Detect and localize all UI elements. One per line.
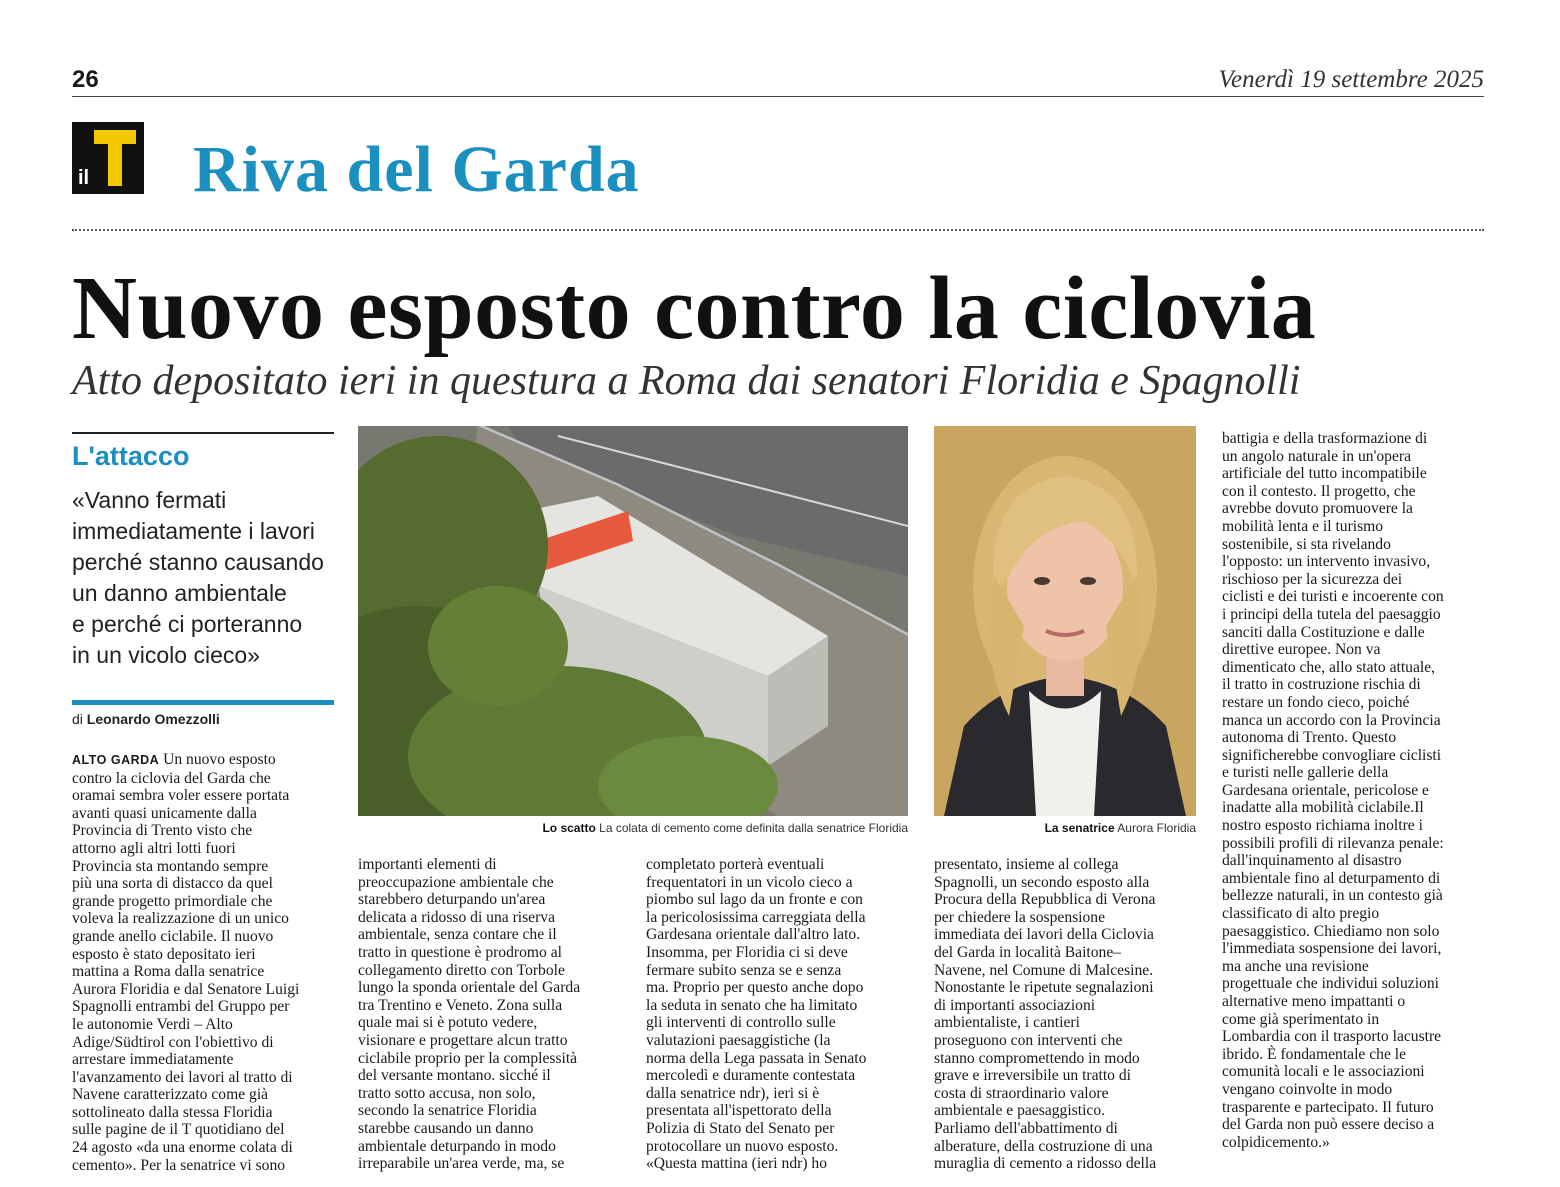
newspaper-logo xyxy=(72,122,144,194)
body-line: battigia e della trasformazione di xyxy=(1222,430,1428,447)
body-line: frequentatori in un vicolo cieco a xyxy=(646,873,853,891)
body-line: ambientale e paesaggistico. xyxy=(934,1102,1106,1120)
caption-text: La colata di cemento come definita dalla senatrice Floridia xyxy=(599,821,908,835)
body-line: costa di straordinario valore xyxy=(934,1084,1109,1102)
body-line: bellezze naturali, in un contesto già xyxy=(1222,887,1443,905)
byline-author: Leonardo Omezzolli xyxy=(86,711,220,727)
body-line: gli interventi di controllo sulle xyxy=(646,1014,836,1032)
construction-photo xyxy=(358,426,908,816)
body-line: «Questa mattina (ieri ndr) ho xyxy=(646,1155,828,1173)
body-line: proseguono con interventi che xyxy=(934,1031,1123,1049)
body-line: Aurora Floridia e dal Senatore Luigi xyxy=(72,980,300,998)
subheadline: Atto depositato ieri in questura a Roma dai senatori Floridia e Spagnolli xyxy=(72,358,1301,404)
body-line: ciclabile proprio per la complessità xyxy=(358,1049,578,1067)
body-line: Provincia sta montando sempre xyxy=(72,857,269,875)
senator-portrait-illustration xyxy=(934,426,1196,816)
body-line: ambientaliste, i cantieri xyxy=(934,1014,1080,1032)
body-line: Provincia di Trento visto che xyxy=(72,822,253,840)
body-line: Parliamo dell'abbattimento di xyxy=(934,1119,1118,1137)
body-line: presentata all'ispettorato della xyxy=(646,1102,832,1120)
sidebar-quote xyxy=(72,485,342,671)
body-line: e turisti nelle gallerie della xyxy=(1222,764,1389,782)
body-line: lungo la sponda orientale del Garda xyxy=(358,979,581,997)
body-line: del versante montano. sicché il xyxy=(358,1067,551,1085)
body-line: avrebbe dovuto promuovere la xyxy=(1222,500,1413,518)
body-line: autonoma di Trento. Questo xyxy=(1222,729,1397,747)
body-line: Adige/Südtirol con l'obiettivo di xyxy=(72,1033,274,1051)
body-line: cemento». Per la senatrice vi sono xyxy=(72,1156,286,1174)
body-line: la seduta in senato che ha limitato xyxy=(646,996,858,1014)
article-column-1 xyxy=(72,751,337,1174)
body-line: mercoledì e duramente contestata xyxy=(646,1067,856,1085)
body-line: muraglia di cemento a ridosso della xyxy=(934,1155,1157,1173)
body-line: stanno compromettendo in modo xyxy=(934,1049,1140,1067)
body-line: sottolineato dalla stessa Floridia xyxy=(72,1103,273,1121)
body-line: tra Trentino e Veneto. Zona sulla xyxy=(358,996,563,1014)
body-line: preoccupazione ambientale che xyxy=(358,873,554,891)
body-line: il tratto in costruzione rischia di xyxy=(1222,676,1421,694)
lead-location: ALTO GARDA xyxy=(72,753,160,767)
quote-line: e perché ci porteranno xyxy=(72,611,303,637)
body-line: starebbero deturpando un'area xyxy=(358,891,546,909)
body-line: comunità locali e le associazioni xyxy=(1222,1063,1425,1081)
page-date: Venerdì 19 settembre 2025 xyxy=(1218,66,1484,93)
body-line: Nonostante le ripetute segnalazioni xyxy=(934,979,1154,997)
body-line: i principi della tutela del paesaggio xyxy=(1222,605,1441,623)
body-line: contro la ciclovia del Garda che xyxy=(72,769,271,787)
body-line: inadatte alla mobilità ciclabile.Il xyxy=(1222,799,1424,817)
sidebar-top-rule xyxy=(72,432,334,434)
body-line: ambientale fino al deturpamento di xyxy=(1222,869,1441,887)
body-line: l'immediata sospensione dei lavori, xyxy=(1222,940,1442,958)
body-line: Procura della Repubblica di Verona xyxy=(934,891,1156,909)
article-column-4 xyxy=(934,856,1199,1173)
body-line: completato porterà eventuali xyxy=(646,856,825,873)
body-line: grave e irreversibile un tratto di xyxy=(934,1067,1132,1085)
article-column-2 xyxy=(358,856,623,1173)
body-line: delicata a ridosso di una riserva xyxy=(358,908,556,926)
body-line: visionare e progettare alcun tratto xyxy=(358,1031,568,1049)
section-title: Riva del Garda xyxy=(193,133,640,206)
article-column-3 xyxy=(646,856,911,1173)
body-line: Un nuovo esposto xyxy=(163,751,276,768)
body-line: Navene caratterizzato come già xyxy=(72,1086,269,1104)
body-line: le autonomie Verdi – Alto xyxy=(72,1015,233,1033)
body-line: alberature, della costruzione di una xyxy=(934,1137,1153,1155)
byline-prefix: di xyxy=(72,711,83,727)
body-line: Insomma, per Floridia ci si deve xyxy=(646,943,848,961)
body-line: tratto in questione è prodromo al xyxy=(358,943,562,961)
caption-label: Lo scatto xyxy=(542,821,596,835)
body-line: Gardesana orientale, pericolose e xyxy=(1222,781,1429,799)
headline: Nuovo esposto contro la ciclovia xyxy=(72,259,1317,358)
body-line: restare un fondo cieco, poiché xyxy=(1222,693,1410,711)
body-line: irreparabile un'area verde, ma, se xyxy=(358,1155,565,1173)
body-line: Spagnolli, un secondo esposto alla xyxy=(934,873,1150,891)
body-line: collegamento diretto con Torbole xyxy=(358,961,565,979)
quote-line: «Vanno fermati xyxy=(72,487,227,513)
logo-il-text: il xyxy=(78,167,90,189)
caption-text: Aurora Floridia xyxy=(1117,821,1196,835)
quote-line: perché stanno causando xyxy=(72,549,324,575)
body-line: dalla senatrice ndr), ieri si è xyxy=(646,1084,820,1102)
body-line: con il contesto. Il progetto, che xyxy=(1222,482,1416,500)
body-line: 24 agosto «da una enorme colata di xyxy=(72,1139,293,1157)
body-line: grande anello ciclabile. Il nuovo xyxy=(72,927,274,945)
body-line: dimenticato che, allo stato attuale, xyxy=(1222,658,1436,676)
body-line: rischioso per la sicurezza dei xyxy=(1222,570,1403,588)
article-column-5 xyxy=(1222,430,1487,1151)
body-line: ambientale deturpando in modo xyxy=(358,1137,556,1155)
body-line: grande progetto primordiale che xyxy=(72,892,273,910)
body-line: Gardesana orientale dall'altro lato. xyxy=(646,926,861,944)
body-line: Polizia di Stato del Senato per xyxy=(646,1119,835,1137)
header-rule xyxy=(72,96,1484,97)
body-line: avanti quasi unicamente dalla xyxy=(72,804,257,822)
body-line: Navene, nel Comune di Malcesine. xyxy=(934,961,1154,979)
body-line: dall'inquinamento al disastro xyxy=(1222,852,1402,870)
body-line: per chiedere la sospensione xyxy=(934,908,1106,926)
sidebar-bottom-rule xyxy=(72,700,334,705)
body-line: l'opposto: un intervento invasivo, xyxy=(1222,553,1431,571)
body-line: come già sperimentato in xyxy=(1222,1010,1380,1028)
sidebar-label: L'attacco xyxy=(72,441,190,471)
body-line: valutazioni paesaggistiche (la xyxy=(646,1031,831,1049)
body-line: ma anche una revisione xyxy=(1222,957,1369,975)
caption-label: La senatrice xyxy=(1044,821,1115,835)
body-line: di importanti associazioni xyxy=(934,996,1096,1014)
body-line: protocollare un nuovo esposto. xyxy=(646,1137,839,1155)
body-line: ambientale, senza contare che il xyxy=(358,926,557,944)
body-line: più una sorta di distacco da quel xyxy=(72,875,273,893)
body-line: tratto sotto accusa, non solo, xyxy=(358,1084,536,1102)
quote-line: in un vicolo cieco» xyxy=(72,642,260,668)
body-line: del Garda in località Baitone– xyxy=(934,943,1122,961)
body-line: possibili profili di rilevanza penale: xyxy=(1222,834,1444,852)
construction-illustration xyxy=(358,426,908,816)
body-line: quale mai si è potuto vedere, xyxy=(358,1014,538,1032)
body-line: piombo sul lago da un fronte e con xyxy=(646,891,863,909)
body-line: nostro esposto richiama inoltre i xyxy=(1222,817,1423,835)
body-line: significherebbe convogliare ciclisti xyxy=(1222,746,1442,764)
body-line: presentato, insieme al collega xyxy=(934,856,1119,873)
body-line: secondo la senatrice Floridia xyxy=(358,1102,537,1120)
body-line: mattina a Roma dalla senatrice xyxy=(72,963,265,981)
senator-photo xyxy=(934,426,1196,816)
body-line: oramai sembra voler essere portata xyxy=(72,787,290,805)
logo-t-stem xyxy=(108,130,122,186)
page-number: 26 xyxy=(72,66,99,93)
body-line: mobilità lenta e il turismo xyxy=(1222,517,1384,535)
senator-photo-caption xyxy=(1045,820,1196,836)
body-line: classificato di alto pregio xyxy=(1222,905,1380,923)
body-line: direttive europee. Non va xyxy=(1222,641,1381,659)
body-line: ibrido. È fondamentale che le xyxy=(1222,1045,1407,1063)
body-line: alternative meno impattanti o xyxy=(1222,993,1406,1010)
body-line: esposto è stato depositato ieri xyxy=(72,945,256,963)
body-line: paesaggistico. Chiediamo non solo xyxy=(1222,922,1440,940)
body-line: colpidicemento.» xyxy=(1222,1133,1330,1151)
body-line: progettuale che individui soluzioni xyxy=(1222,975,1439,993)
body-line: del Garda non può essere deciso a xyxy=(1222,1116,1435,1134)
body-line: starebbe causando un danno xyxy=(358,1119,534,1137)
body-line: arrestare immediatamente xyxy=(72,1051,234,1069)
body-line: manca un accordo con la Provincia xyxy=(1222,711,1441,729)
body-line: vengano coinvolte in modo xyxy=(1222,1080,1393,1098)
body-line: la pericolosissima carreggiata della xyxy=(646,908,866,926)
body-line: norma della Lega passata in Senato xyxy=(646,1049,867,1067)
body-line: sulle pagine de il T quotidiano del xyxy=(72,1121,285,1139)
body-line: ciclisti e dei turisti e incoerente con xyxy=(1222,588,1444,606)
body-line: sanciti dalla Costituzione e dalle xyxy=(1222,623,1425,641)
body-line: importanti elementi di xyxy=(358,856,497,873)
body-line: immediata dei lavori della Ciclovia xyxy=(934,926,1154,944)
body-line: un angolo naturale in un'opera xyxy=(1222,447,1412,465)
body-line: trasparente e partecipato. Il futuro xyxy=(1222,1098,1434,1116)
quote-line: immediatamente i lavori xyxy=(72,518,315,544)
construction-photo-caption xyxy=(542,820,908,836)
body-line: artificiale del tutto incompatibile xyxy=(1222,465,1427,483)
body-line: voleva la realizzazione di un unico xyxy=(72,910,289,928)
body-line: l'avanzamento dei lavori al tratto di xyxy=(72,1068,293,1086)
body-line: attorno agli altri lotti fuori xyxy=(72,839,236,857)
body-line: Spagnolli entrambi del Gruppo per xyxy=(72,998,290,1016)
quote-line: un danno ambientale xyxy=(72,580,287,606)
byline xyxy=(72,710,220,728)
body-line: sostenibile, si sta rivelando xyxy=(1222,535,1391,553)
body-line: Lombardia con il trasporto lacustre xyxy=(1222,1028,1442,1046)
body-line: fermare subito senza se e senza xyxy=(646,961,842,979)
section-divider xyxy=(72,229,1484,231)
body-line: ma. Proprio per questo anche dopo xyxy=(646,979,864,997)
